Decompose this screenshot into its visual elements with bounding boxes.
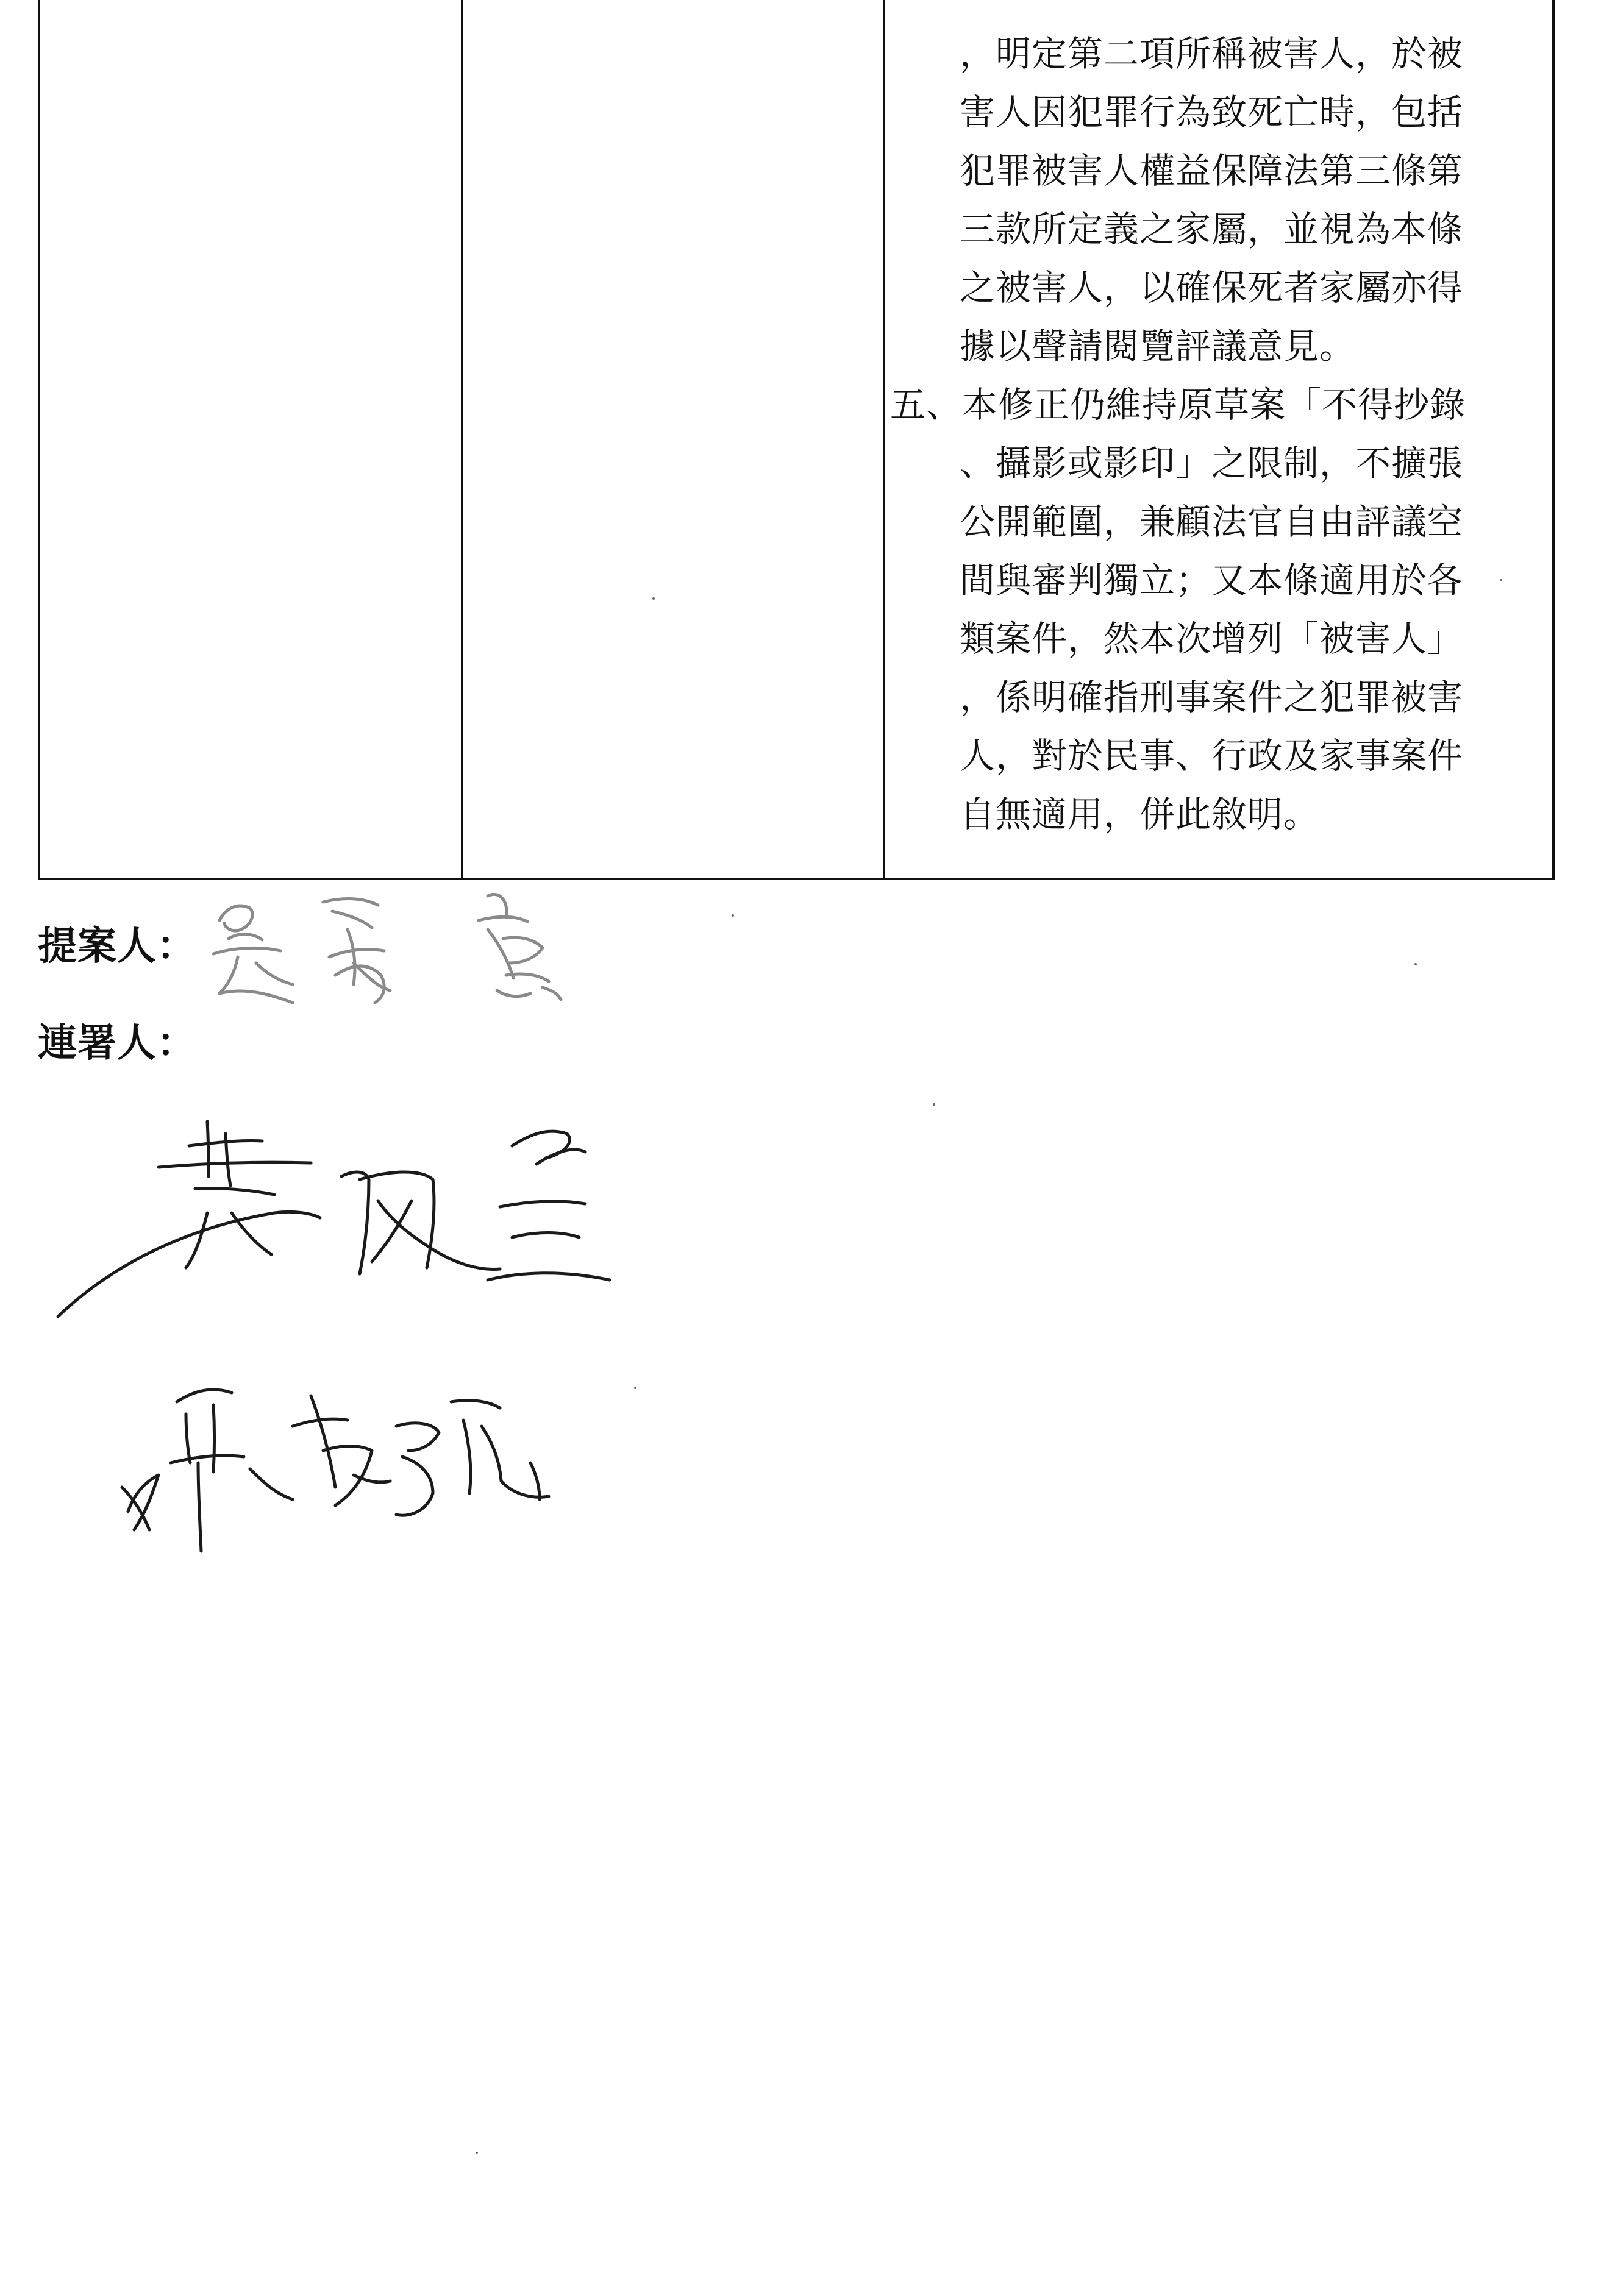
scan-speck — [1500, 579, 1502, 581]
amendment-explanation-table — [38, 0, 1555, 880]
explanation-line: 犯罪被害人權益保障法第三條第 — [960, 150, 1464, 191]
explanation-line: 之被害人，以確保死者家屬亦得 — [960, 267, 1464, 308]
explanation-line: 據以聲請閱覽評議意見。 — [960, 325, 1356, 367]
explanation-line: 類案件，然本次增列「被害人」 — [960, 618, 1464, 659]
explanation-line: 間與審判獨立；又本條適用於各 — [960, 560, 1464, 601]
explanation-line: 害人因犯罪行為致死亡時，包括 — [960, 91, 1464, 133]
scan-speck — [1414, 963, 1417, 965]
explanation-line: 公開範圍，兼顧法官自由評議空 — [960, 501, 1464, 542]
explanation-line: 人，對於民事、行政及家事案件 — [960, 735, 1464, 777]
cosigner-signature-2 — [110, 1359, 573, 1554]
scan-speck — [634, 1387, 636, 1389]
table-column-current-text — [461, 0, 885, 878]
explanation-line: 三款所定義之家屬，並視為本條 — [960, 208, 1464, 250]
explanation-line: ，係明確指刑事案件之犯罪被害 — [960, 677, 1464, 718]
explanation-text — [883, 24, 1553, 844]
scan-speck — [933, 1103, 935, 1106]
cosigner-signature-1 — [49, 1109, 658, 1341]
explanation-line: 自無適用，併此敘明。 — [960, 794, 1320, 835]
proposer-label: 提案人： — [38, 924, 196, 969]
table-column-explanation — [883, 0, 1552, 878]
table-column-amended-text — [40, 0, 463, 878]
explanation-line: 、攝影或影印」之限制，不擴張 — [960, 442, 1464, 484]
explanation-item-five: 五、本修正仍維持原草案「不得抄錄 — [890, 384, 1466, 425]
scan-speck — [476, 2152, 478, 2154]
proposer-signature — [201, 872, 591, 1012]
scan-speck — [652, 597, 655, 600]
cosigners-label: 連署人： — [38, 1021, 196, 1066]
scan-speck — [732, 914, 734, 917]
explanation-line: ，明定第二項所稱被害人，於被 — [960, 33, 1464, 74]
